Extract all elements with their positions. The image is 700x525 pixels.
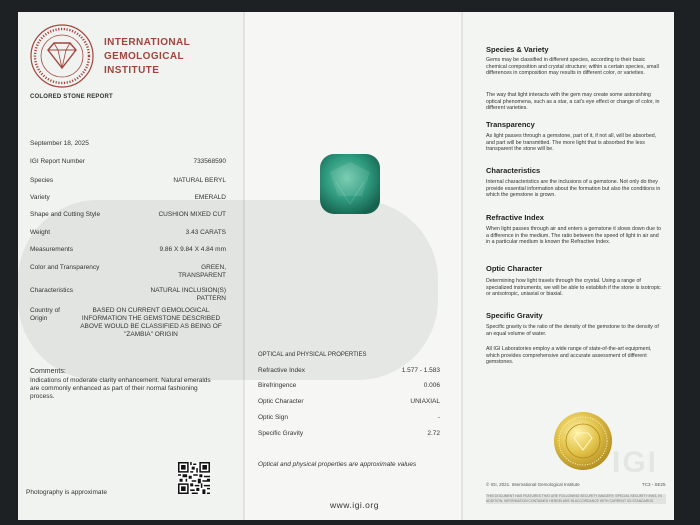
row-label: Species (30, 177, 54, 184)
section-title-characteristics: Characteristics (486, 166, 541, 175)
approximate-values-note: Optical and physical properties are approximate values (258, 461, 417, 468)
row-value: NATURAL INCLUSION(S) PATTERN (150, 287, 226, 302)
optic-row-value: 0.006 (423, 382, 440, 389)
section-title-transparency: Transparency (486, 120, 535, 129)
institute-name-line-2: GEMOLOGICAL (104, 51, 184, 62)
row-label: Variety (30, 194, 50, 201)
row-value: 733568590 (193, 158, 226, 165)
optic-row-value: - (437, 414, 440, 421)
section-body-igi-laboratories: All IGI Laboratories employ a wide range of state-of-the-art equipment, which provides comprehensive and accurate assessment of different gemstones. (486, 346, 652, 366)
optic-row-label: Optic Sign (258, 414, 288, 421)
row-label: Measurements (30, 246, 73, 253)
row-value: CUSHION MIXED CUT (158, 211, 226, 218)
section-body-species-variety: Gems may be classified in different species, according to their basic chemical composition and crystal structure; within a certain species, small differences in composition may results in different color, or varieties. (486, 57, 659, 77)
optic-row-label: Specific Gravity (258, 430, 304, 437)
optical-properties-title: OPTICAL and PHYSICAL PROPERTIES (258, 352, 367, 358)
row-label: IGI Report Number (30, 158, 85, 165)
section-title-specific-gravity: Specific Gravity (486, 311, 543, 320)
section-body-optic-character: Determining how light travels through the crystal. Using a range of specialized instruments, we will be able to establish if the stone is isotropic or anisotropic, uniaxial or biaxial. (486, 278, 661, 298)
section-body-refractive-index: When light passes through air and enters a gemstone it slows down due to a difference in the medium. The ratio between the speed of light in air and in a particular medium is known the Refractive Index. (486, 226, 661, 246)
row-label: Color and Transparency (30, 264, 100, 271)
optic-row-value: 1.577 - 1.583 (401, 367, 440, 374)
row-value: BASED ON CURRENT GEMOLOGICAL INFORMATION THE GEMSTONE DESCRIBED ABOVE WOULD BE CLASSIFIED AS BEING OF "ZAMBIA" ORIGIN (80, 307, 222, 338)
row-label: Characteristics (30, 287, 73, 294)
institute-name (104, 36, 190, 78)
optic-row-value: 2.72 (427, 430, 440, 437)
fold-line-right (461, 12, 463, 520)
row-value: 3.43 CARATS (185, 229, 226, 236)
website-link[interactable]: www.igi.org (330, 500, 379, 510)
optic-row-label: Refractive Index (258, 367, 305, 374)
section-title-optic-character: Optic Character (486, 264, 543, 273)
optic-row-value: UNIAXIAL (410, 398, 440, 405)
comments-title: Comments: (30, 368, 66, 375)
report-date: September 18, 2025 (30, 140, 89, 147)
row-value: NATURAL BERYL (173, 177, 226, 184)
section-body-specific-gravity: Specific gravity is the ratio of the density of the gemstone to the density of an equal volume of water. (486, 324, 659, 337)
section-body-characteristics: Internal characteristics are the inclusions of a gemstone. Not only do they provide essential information about the formation but also the conditions in which the gemstone is grown. (486, 179, 661, 199)
row-value: GREEN, TRANSPARENT (178, 264, 226, 279)
section-title-refractive-index: Refractive Index (486, 213, 544, 222)
section-body-transparency: As light passes through a gemstone, part of it, if not all, will be absorbed, and part will be transmitted. The more light that is absorbed the less transparent the stone will be. (486, 133, 657, 153)
row-label: Weight (30, 229, 51, 236)
optic-row-label: Birefringence (258, 382, 297, 389)
row-label: Shape and Cutting Style (30, 211, 101, 218)
institute-name-line-3: INSTITUTE (104, 65, 160, 76)
gold-seal-icon (552, 410, 614, 472)
igi-watermark: IGI (612, 446, 659, 479)
report-type: COLORED STONE REPORT (30, 94, 113, 100)
security-notice-strip: THIS DOCUMENT HAS FEATURES THAT ARE FOLLOWING SECURITY IMAGERY, SPECIAL SECURITY INKS, IN ADDITION, INFORMATION CONTAINED HEREIN ARE IN ACCORDANCE WITH CURRENT IGI STANDARDS. (486, 494, 666, 504)
igi-logo-icon (28, 22, 96, 90)
photography-note: Photography is approximate (26, 489, 107, 496)
form-code: TC3 - SE25 (642, 482, 666, 487)
row-value: 9.86 X 9.84 X 4.84 mm (159, 246, 226, 253)
institute-name-line-1: INTERNATIONAL (104, 37, 191, 48)
section-title-species-variety: Species & Variety (486, 45, 549, 54)
emerald-stone-photo (318, 152, 382, 216)
section-body-optical-phenomena: The way that light interacts with the gem may create some astonishing optical phenomena, such as a star, a cat's eye effect or change of color, in different varieties. (486, 92, 660, 112)
comments-text: Indications of moderate clarity enhancement. Natural emeralds are commonly enhanced as part of their normal fashioning process. (30, 377, 211, 400)
row-label: Country of Origin (30, 307, 60, 322)
row-value: EMERALD (194, 194, 226, 201)
qr-code-icon (178, 462, 210, 494)
copyright-note: © IGI, 2021. International Gemological Institute (486, 482, 580, 487)
photo-shadow (18, 200, 438, 380)
optic-row-label: Optic Character (258, 398, 304, 405)
